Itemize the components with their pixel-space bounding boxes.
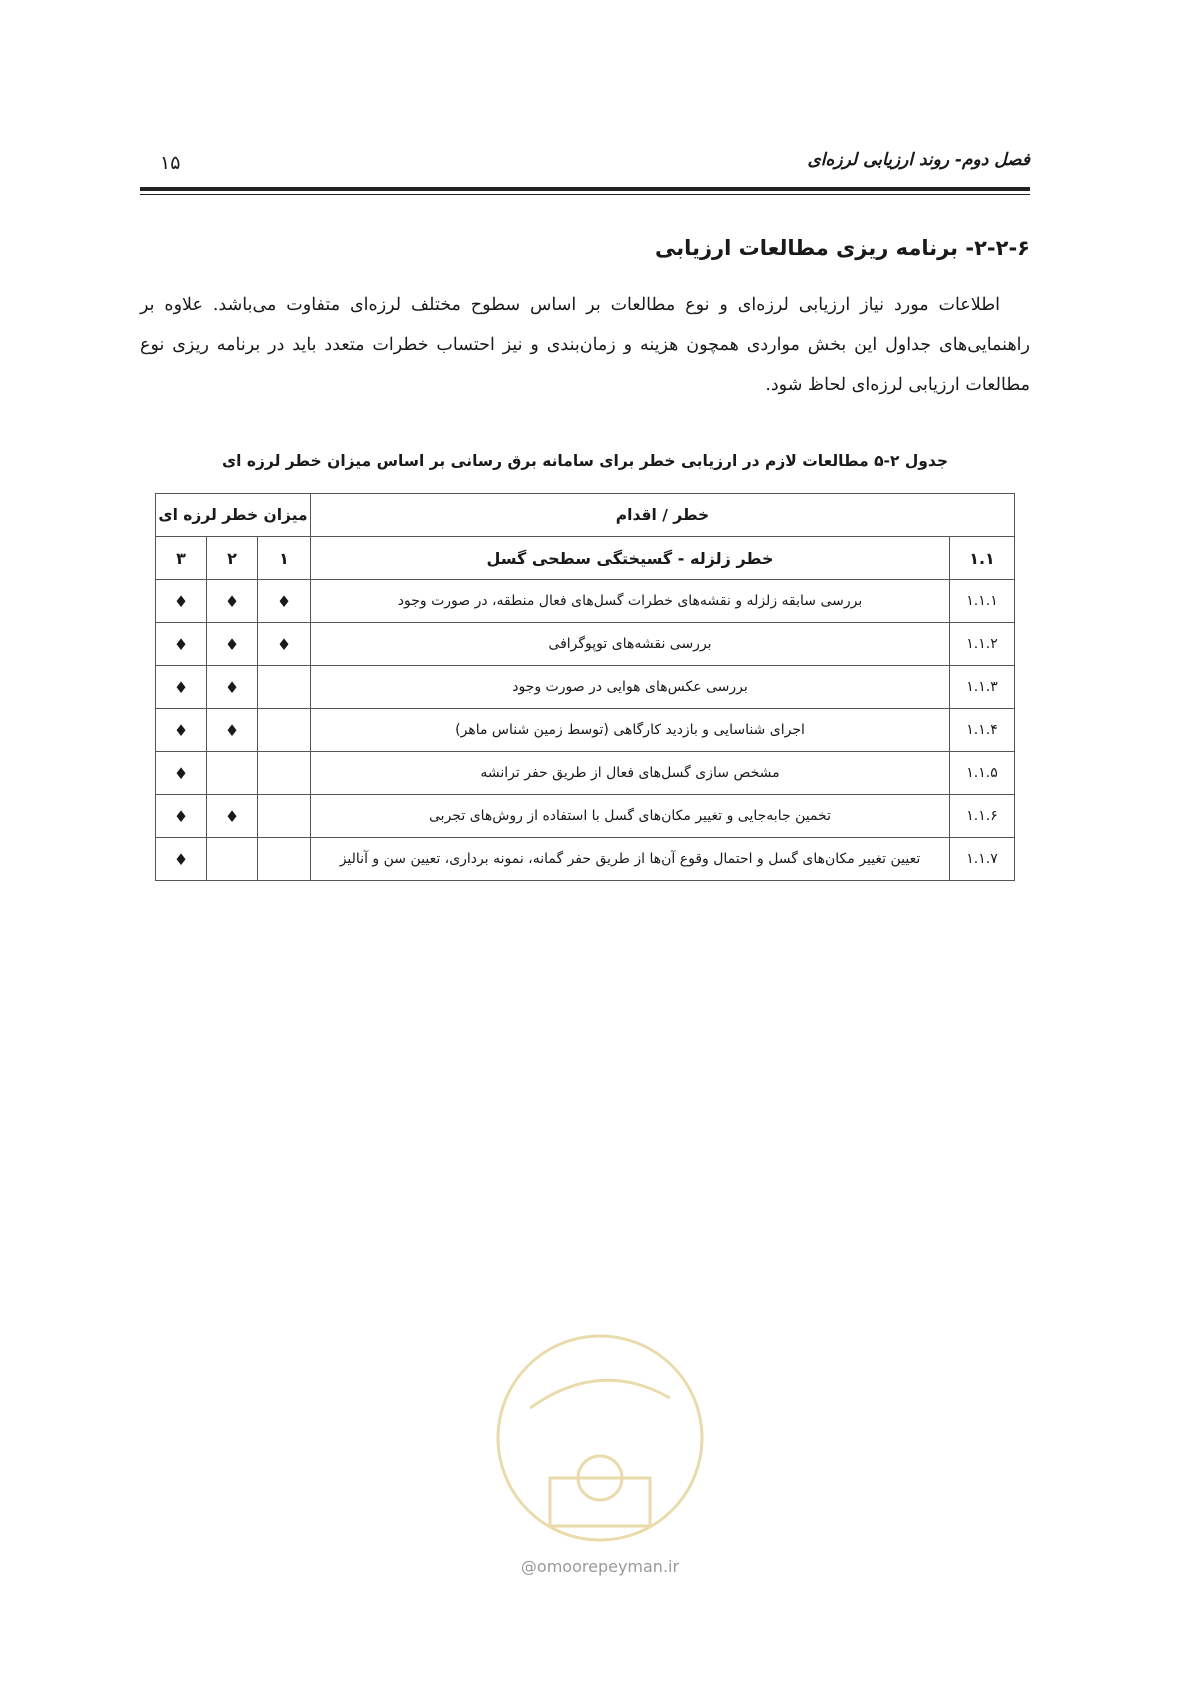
row-code: ۱.۱.۶ <box>950 795 1015 838</box>
row-mark-level-3: ♦ <box>156 580 207 623</box>
table-row <box>156 752 1015 795</box>
chapter-title: فصل دوم- روند ارزیابی لرزه‌ای <box>807 150 1030 170</box>
row-text: تخمین جابه‌جایی و تغییر مکان‌های گسل با استفاده از روش‌های تجربی <box>311 795 950 838</box>
row-mark-level-3: ♦ <box>156 795 207 838</box>
page-header <box>140 150 1030 180</box>
level-2: ۲ <box>207 537 258 580</box>
watermark-ring <box>498 1336 702 1540</box>
row-code: ۱.۱.۲ <box>950 623 1015 666</box>
table-row <box>156 838 1015 881</box>
row-code: ۱.۱.۳ <box>950 666 1015 709</box>
row-text: مشخص سازی گسل‌های فعال از طریق حفر ترانشه <box>311 752 950 795</box>
row-mark-level-1 <box>258 709 311 752</box>
table-row <box>156 795 1015 838</box>
watermark-site: @omoorepeyman.ir <box>520 1557 680 1576</box>
header-rule-thick <box>140 187 1030 191</box>
row-text: بررسی عکس‌های هوایی در صورت وجود <box>311 666 950 709</box>
table-caption: جدول ۲-۵ مطالعات لازم در ارزیابی خطر برای سامانه برق رسانی بر اساس میزان خطر لرزه ای <box>221 452 949 470</box>
row-mark-level-2 <box>207 752 258 795</box>
row-mark-level-1 <box>258 795 311 838</box>
level-3: ۳ <box>156 537 207 580</box>
row-mark-level-3: ♦ <box>156 838 207 881</box>
header-rule-thin <box>140 194 1030 195</box>
row-mark-level-2: ♦ <box>207 623 258 666</box>
row-mark-level-1: ♦ <box>258 580 311 623</box>
level-1: ۱ <box>258 537 311 580</box>
hazard-table <box>155 493 1015 881</box>
row-text: تعیین تغییر مکان‌های گسل و احتمال وقوع آن‌ها از طریق حفر گمانه، نمونه برداری، تعیین سن و آنالیز <box>311 838 950 881</box>
row-mark-level-1 <box>258 838 311 881</box>
row-mark-level-3: ♦ <box>156 623 207 666</box>
watermark-logo <box>490 1328 710 1548</box>
body-paragraph: اطلاعات مورد نیاز ارزیابی لرزه‌ای و نوع مطالعات بر اساس سطوح مختلف لرزه‌ای متفاوت می‌باشد. علاوه بر راهنمایی‌های جداول این بخش مواردی همچون هزینه و زمان‌بندی و نیز احتساب خطرات متعدد باید در برنامه ریزی نوع مطالعات ارزیابی لرزه‌ای لحاظ شود. <box>140 295 1030 395</box>
row-text: بررسی نقشه‌های توپوگرافی <box>311 623 950 666</box>
watermark-script <box>530 1380 670 1408</box>
header-action: خطر / اقدام <box>311 494 1015 537</box>
row-text: اجرای شناسایی و بازدید کارگاهی (توسط زمین شناس ماهر) <box>311 709 950 752</box>
row-mark-level-1 <box>258 752 311 795</box>
page-number: ۱۵ <box>160 152 181 174</box>
row-mark-level-2: ♦ <box>207 666 258 709</box>
row-code: ۱.۱.۵ <box>950 752 1015 795</box>
table-row <box>156 580 1015 623</box>
sub-title: خطر زلزله - گسیختگی سطحی گسل <box>311 537 950 580</box>
watermark-grid <box>550 1478 650 1526</box>
row-mark-level-2: ♦ <box>207 795 258 838</box>
row-text: بررسی سابقه زلزله و نقشه‌های خطرات گسل‌های فعال منطقه، در صورت وجود <box>311 580 950 623</box>
row-code: ۱.۱.۷ <box>950 838 1015 881</box>
row-mark-level-1 <box>258 666 311 709</box>
table-row <box>156 666 1015 709</box>
row-mark-level-3: ♦ <box>156 666 207 709</box>
table-header-row <box>156 494 1015 537</box>
table-row <box>156 623 1015 666</box>
header-risk-level: میزان خطر لرزه ای <box>156 494 311 537</box>
row-mark-level-3: ♦ <box>156 752 207 795</box>
row-mark-level-3: ♦ <box>156 709 207 752</box>
row-code: ۱.۱.۴ <box>950 709 1015 752</box>
row-mark-level-1: ♦ <box>258 623 311 666</box>
row-code: ۱.۱.۱ <box>950 580 1015 623</box>
table-subheader-row <box>156 537 1015 580</box>
row-mark-level-2 <box>207 838 258 881</box>
sub-code: ۱.۱ <box>950 537 1015 580</box>
section-heading: ۲-۲-۶- برنامه ریزی مطالعات ارزیابی <box>655 236 1030 260</box>
row-mark-level-2: ♦ <box>207 709 258 752</box>
row-mark-level-2: ♦ <box>207 580 258 623</box>
table-row <box>156 709 1015 752</box>
